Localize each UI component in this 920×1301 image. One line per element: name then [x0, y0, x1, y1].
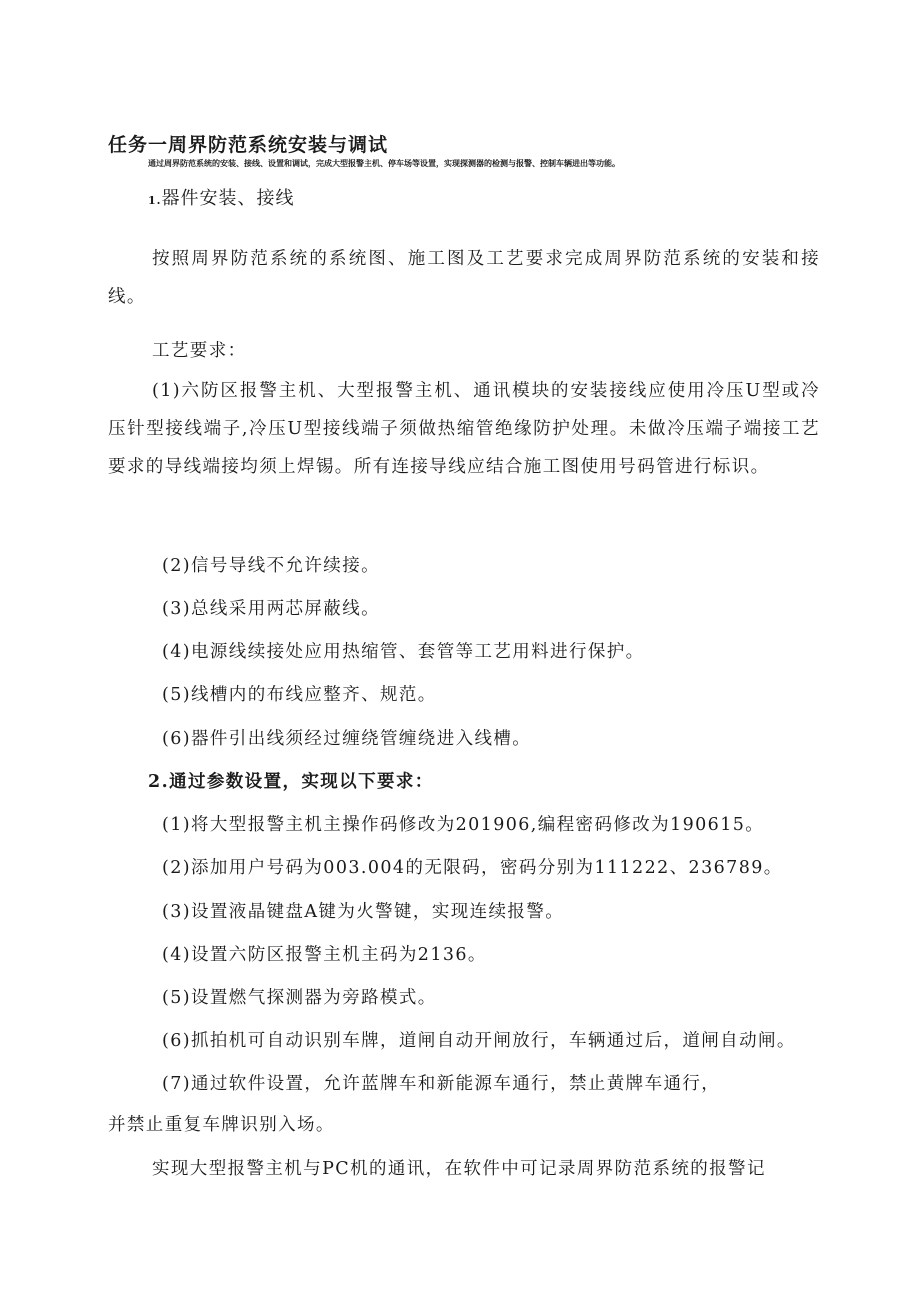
craft-requirements-label: 工艺要求： [152, 341, 247, 361]
section1-heading [148, 184, 294, 210]
craft-item-3: (3)总线采用两芯屏蔽线。 [162, 599, 380, 619]
setting-item-1: (1)将大型报警主机主操作码修改为201906,编程密码修改为190615。 [162, 815, 765, 835]
section1-intro: 按照周界防范系统的系统图、施工图及工艺要求完成周界防范系统的安装和接线。 [108, 249, 820, 307]
setting-item-6: (6)抓拍机可自动识别车牌，道闸自动开闸放行，车辆通过后，道闸自动闸。 [162, 1031, 796, 1051]
craft-item-1: (1)六防区报警主机、大型报警主机、通讯模块的安装接线应使用冷压U型或冷压针型接线端子,冷压U型接线端子须做热缩管绝缘防护处理。未做冷压端子端接工艺要求的导线端接均须上焊锡。所有连接导线应结合施工图使用号码管进行标识。 [108, 381, 820, 477]
section1-number: 1. [148, 194, 162, 207]
setting-item-2: (2)添加用户号码为003.004的无限码，密码分别为111222、236789。 [162, 858, 783, 878]
setting-item-5: (5)设置燃气探测器为旁路模式。 [162, 988, 437, 1008]
section2-heading: 2.通过参数设置，实现以下要求： [148, 772, 434, 792]
craft-item-2: (2)信号导线不允许续接。 [162, 556, 380, 576]
setting-item-4: (4)设置六防区报警主机主码为2136。 [162, 945, 487, 965]
craft-item-5: (5)线槽内的布线应整齐、规范。 [162, 685, 437, 705]
setting-item-7-continued: 并禁止重复车牌识别入场。 [108, 1115, 335, 1135]
section1-heading-text: 器件安装、接线 [161, 188, 295, 209]
setting-item-7: (7)通过软件设置，允许蓝牌车和新能源车通行，禁止黄牌车通行， [162, 1074, 721, 1094]
closing-paragraph: 实现大型报警主机与PC机的通讯，在软件中可记录周界防范系统的报警记 [152, 1159, 766, 1179]
setting-item-3: (3)设置液晶键盘A键为火警键，实现连续报警。 [162, 902, 565, 922]
craft-item-6: (6)器件引出线须经过缠绕管缠绕进入线槽。 [162, 729, 532, 749]
craft-item-4: (4)电源线续接处应用热缩管、套管等工艺用料进行保护。 [162, 642, 645, 662]
page-title: 任务一周界防范系统安装与调试 [108, 134, 389, 156]
page-subtitle: 通过周界防范系统的安装、接线、设置和调试，完成大型报警主机、停车场等设置，实现探测器的检测与报警、控制车辆进出等功能。 [148, 158, 620, 168]
